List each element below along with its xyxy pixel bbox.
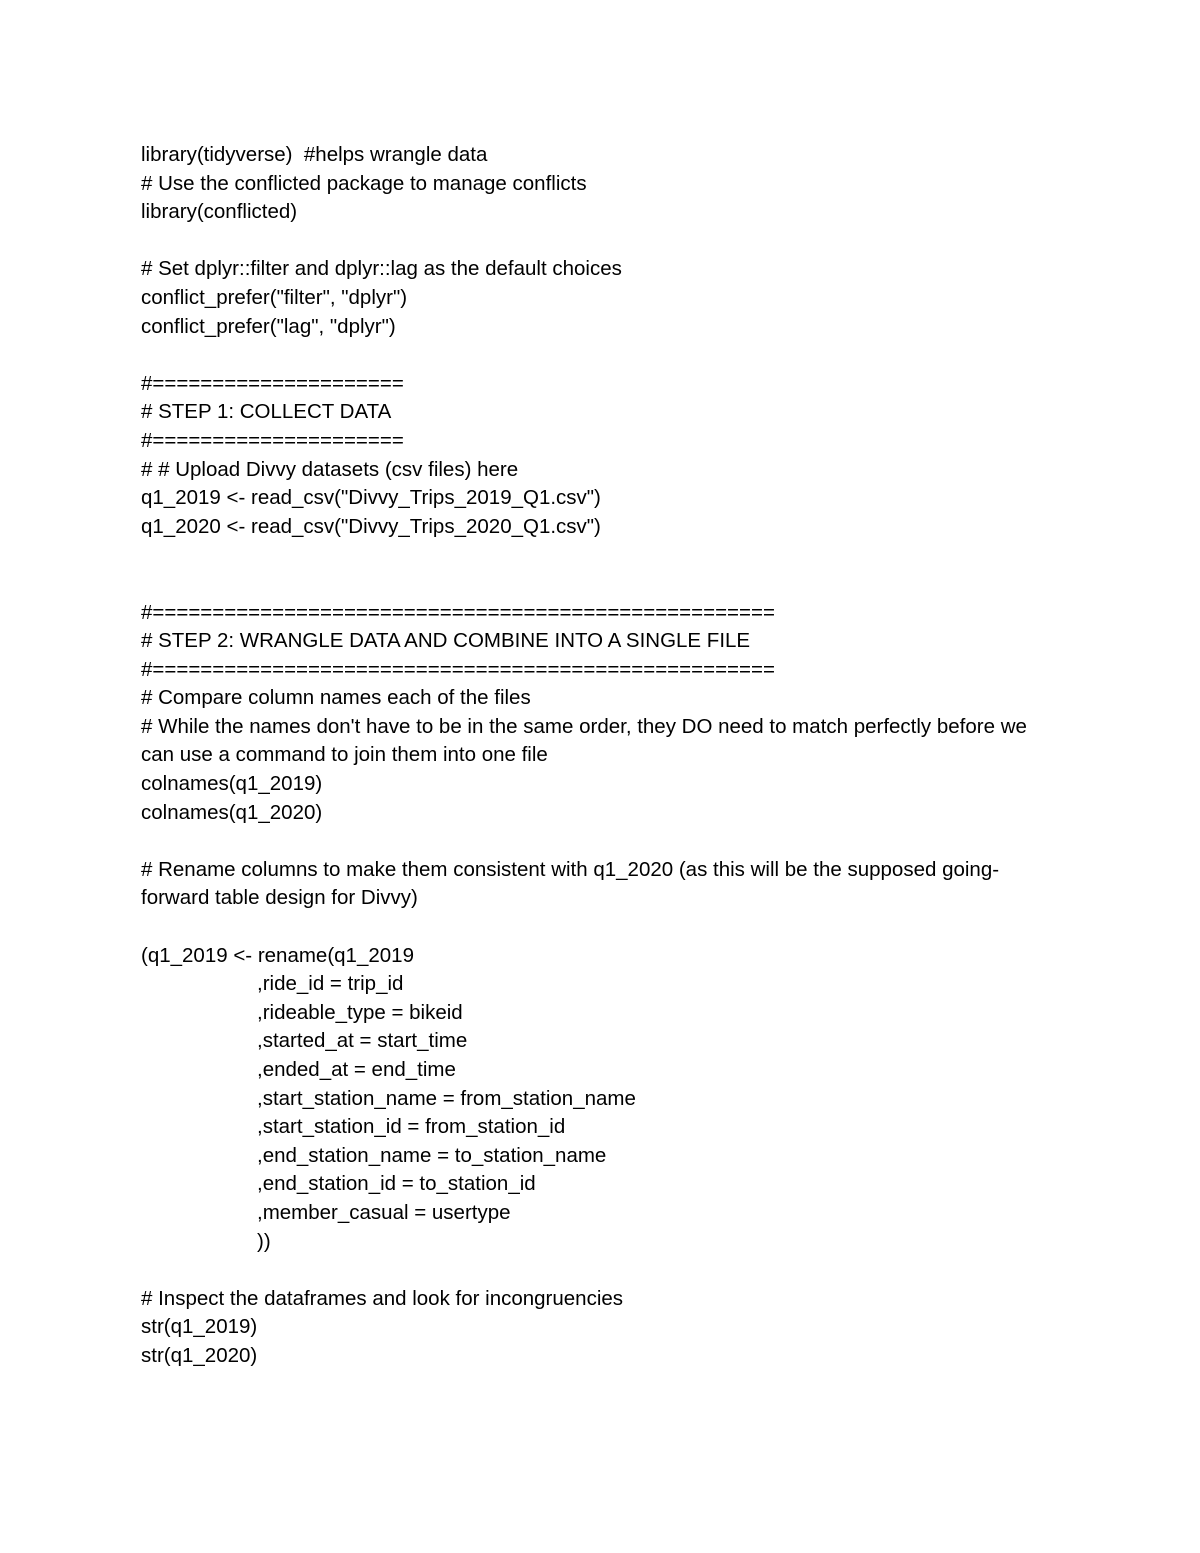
- code-line: q1_2019 <- read_csv("Divvy_Trips_2019_Q1.csv"): [141, 486, 601, 510]
- code-line: conflict_prefer("lag", "dplyr"): [141, 314, 396, 338]
- comment-line: # STEP 1: COLLECT DATA: [141, 400, 392, 424]
- code-line: ,rideable_type = bikeid: [257, 1000, 463, 1024]
- comment-line: # STEP 2: WRANGLE DATA AND COMBINE INTO A SINGLE FILE: [141, 629, 751, 653]
- blank-line: [141, 1256, 1061, 1285]
- comment-line: # Inspect the dataframes and look for incongruencies: [141, 1286, 624, 1310]
- code-line: ,member_casual = usertype: [257, 1200, 511, 1224]
- comment-line: # Compare column names each of the files: [141, 686, 531, 710]
- comment-line: # # Upload Divvy datasets (csv files) here: [141, 457, 519, 481]
- comment-line: # Set dplyr::filter and dplyr::lag as the default choices: [141, 257, 622, 281]
- blank-line: [141, 541, 1061, 570]
- blank-line: [141, 913, 1061, 942]
- code-line: ,end_station_id = to_station_id: [257, 1172, 536, 1196]
- code-line: ,start_station_id = from_station_id: [257, 1115, 566, 1139]
- comment-line: # Rename columns to make them consistent with q1_2020 (as this will be the supposed going-forward table design for Divvy): [141, 857, 1000, 910]
- code-line: ,started_at = start_time: [257, 1029, 468, 1053]
- code-text-block: [141, 141, 1061, 1371]
- blank-line: [141, 827, 1061, 856]
- code-line: str(q1_2019): [141, 1315, 258, 1339]
- comment-line: # Use the conflicted package to manage conflicts: [141, 171, 587, 195]
- code-line: q1_2020 <- read_csv("Divvy_Trips_2020_Q1.csv"): [141, 514, 601, 538]
- blank-line: [141, 341, 1061, 370]
- code-line: )): [257, 1229, 271, 1253]
- code-line: colnames(q1_2020): [141, 800, 323, 824]
- blank-line: [141, 227, 1061, 256]
- code-line: ,ended_at = end_time: [257, 1058, 456, 1081]
- comment-line: #=====================: [141, 428, 404, 452]
- code-line: str(q1_2020): [141, 1343, 258, 1367]
- code-line: library(conflicted): [141, 200, 298, 224]
- code-line: ,start_station_name = from_station_name: [257, 1086, 636, 1110]
- comment-line: # While the names don't have to be in the same order, they DO need to match perfectly before we can use a command to join them into one file: [141, 714, 1027, 767]
- code-line: ,end_station_name = to_station_name: [257, 1143, 607, 1167]
- code-line: colnames(q1_2019): [141, 772, 323, 796]
- comment-line: #=====================: [141, 371, 404, 395]
- code-line: (q1_2019 <- rename(q1_2019: [141, 943, 414, 967]
- code-line: library(tidyverse) #helps wrangle data: [141, 143, 488, 166]
- comment-line: #====================================================: [141, 600, 775, 624]
- comment-line: #====================================================: [141, 657, 775, 681]
- code-line: conflict_prefer("filter", "dplyr"): [141, 285, 408, 309]
- code-line: ,ride_id = trip_id: [257, 972, 404, 996]
- blank-line: [141, 570, 1061, 599]
